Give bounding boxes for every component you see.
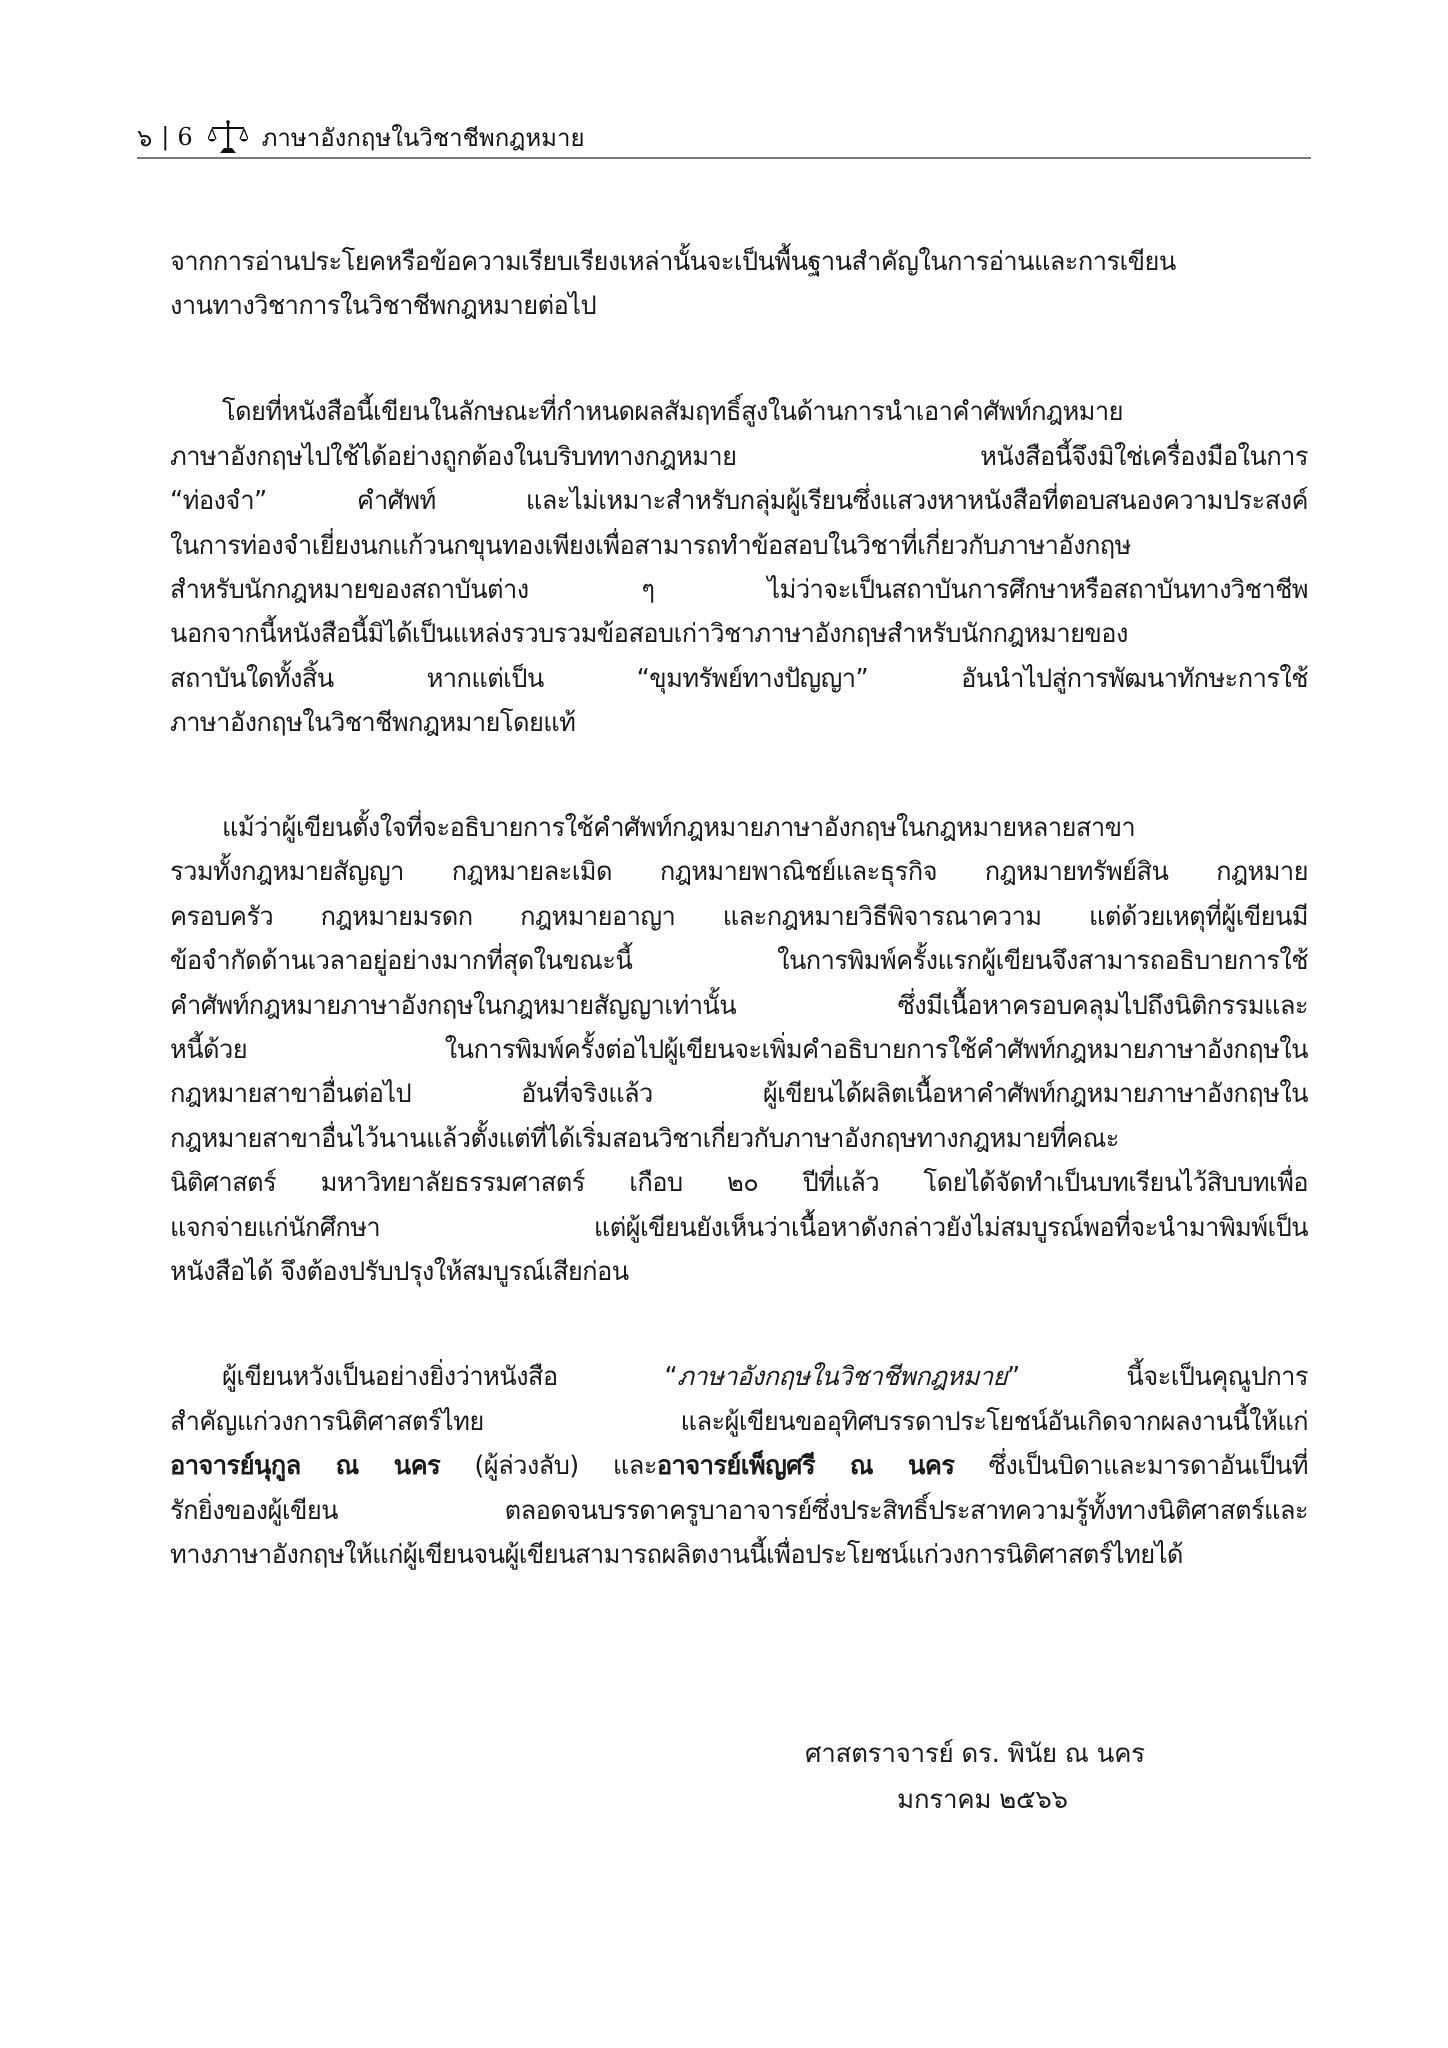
page-number-thai: ๖: [137, 123, 154, 152]
book-title: ภาษาอังกฤษในวิชาชีพกฎหมาย: [261, 123, 585, 152]
text-line: หนังสือได้ จึงต้องปรับปรุงให้สมบูรณ์เสียก่อน: [170, 1257, 629, 1287]
text-line: นิติศาสตร์ มหาวิทยาลัยธรรมศาสตร์ เกือบ ๒๐ ปีที่แล้ว โดยได้จัดทำเป็นบทเรียนไว้สิบบทเพื่อ: [170, 1168, 1308, 1198]
text-line: รวมทั้งกฎหมายสัญญา กฎหมายละเมิด กฎหมายพาณิชย์และธุรกิจ กฎหมายทรัพย์สิน กฎหมาย: [170, 857, 1308, 887]
text-line: โดยที่หนังสือนี้เขียนในลักษณะที่กำหนดผลสัมฤทธิ์สูงในด้านการนำเอาคำศัพท์กฎหมาย: [222, 397, 1123, 427]
text-span: ซึ่งเป็นบิดาและมารดาอันเป็นที่: [954, 1451, 1308, 1481]
text-line: แจกจ่ายแก่นักศึกษา แต่ผู้เขียนยังเห็นว่าเนื้อหาดังกล่าวยังไม่สมบูรณ์พอที่จะนำมาพิมพ์เป็น: [170, 1213, 1308, 1243]
dedicatee-mother: อาจารย์เพ็ญศรี ณ นคร: [656, 1451, 955, 1481]
text-line: ทางภาษาอังกฤษให้แก่ผู้เขียนจนผู้เขียนสามารถผลิตงานนี้เพื่อประโยชน์แก่วงการนิติศาสตร์ไทยได้: [170, 1540, 1183, 1570]
book-title-italic: ภาษาอังกฤษในวิชาชีพกฎหมาย: [677, 1362, 1007, 1392]
signature-date: มกราคม ๒๕๖๖: [897, 1785, 1068, 1815]
text-line: สำหรับนักกฎหมายของสถาบันต่าง ๆ ไม่ว่าจะเป็นสถาบันการศึกษาหรือสถาบันทางวิชาชีพ: [170, 575, 1308, 605]
text-line: ในการท่องจำเยี่ยงนกแก้วนกขุนทองเพียงเพื่อสามารถทำข้อสอบในวิชาที่เกี่ยวกับภาษาอังกฤษ: [170, 531, 1131, 561]
header-row: [137, 118, 1311, 156]
text-span: ” นี้จะเป็นคุณูปการ: [1006, 1362, 1308, 1392]
header-rule: [137, 157, 1311, 159]
text-line: [170, 1444, 1308, 1488]
page-number-separator: |: [161, 123, 170, 151]
text-line: สถาบันใดทั้งสิ้น หากแต่เป็น “ขุมทรัพย์ทางปัญญา” อันนำไปสู่การพัฒนาทักษะการใช้: [170, 664, 1308, 694]
text-line: ภาษาอังกฤษไปใช้ได้อย่างถูกต้องในบริบททางกฎหมาย หนังสือนี้จึงมิใช่เครื่องมือในการ: [170, 442, 1308, 472]
text-line: นอกจากนี้หนังสือนี้มิได้เป็นแหล่งรวบรวมข้อสอบเก่าวิชาภาษาอังกฤษสำหรับนักกฎหมายของ: [170, 619, 1128, 649]
text-span: ผู้เขียนหวังเป็นอย่างยิ่งว่าหนังสือ “: [222, 1362, 678, 1392]
text-line: คำศัพท์กฎหมายภาษาอังกฤษในกฎหมายสัญญาเท่านั้น ซึ่งมีเนื้อหาครอบคลุมไปถึงนิติกรรมและ: [170, 991, 1308, 1021]
text-line: หนี้ด้วย ในการพิมพ์ครั้งต่อไปผู้เขียนจะเพิ่มคำอธิบายการใช้คำศัพท์กฎหมายภาษาอังกฤษใน: [170, 1035, 1308, 1065]
text-line: รักยิ่งของผู้เขียน ตลอดจนบรรดาครูบาอาจารย์ซึ่งประสิทธิ์ประสาทความรู้ทั้งทางนิติศาสตร์และ: [170, 1496, 1308, 1526]
text-line: กฎหมายสาขาอื่นไว้นานแล้วตั้งแต่ที่ได้เริ่มสอนวิชาเกี่ยวกับภาษาอังกฤษทางกฎหมายที่คณะ: [170, 1124, 1119, 1154]
text-span: (ผู้ล่วงลับ) และ: [440, 1451, 657, 1481]
page-number-arabic: 6: [177, 123, 194, 151]
scales-of-justice-icon: [208, 120, 248, 154]
text-line: จากการอ่านประโยคหรือข้อความเรียบเรียงเหล่านั้นจะเป็นพื้นฐานสำคัญในการอ่านและการเขียน: [170, 247, 1176, 277]
text-line: ครอบครัว กฎหมายมรดก กฎหมายอาญา และกฎหมายวิธีพิจารณาความ แต่ด้วยเหตุที่ผู้เขียนมี: [170, 902, 1308, 932]
dedicatee-father: อาจารย์นุกูล ณ นคร: [170, 1451, 441, 1481]
text-line: [222, 1355, 1308, 1399]
text-line: งานทางวิชาการในวิชาชีพกฎหมายต่อไป: [170, 291, 597, 321]
running-header: [137, 118, 1311, 160]
text-line: ข้อจำกัดด้านเวลาอยู่อย่างมากที่สุดในขณะนี้ ในการพิมพ์ครั้งแรกผู้เขียนจึงสามารถอธิบายการใช้: [170, 946, 1308, 976]
text-line: กฎหมายสาขาอื่นต่อไป อันที่จริงแล้ว ผู้เขียนได้ผลิตเนื้อหาคำศัพท์กฎหมายภาษาอังกฤษใน: [170, 1079, 1308, 1109]
text-line: ภาษาอังกฤษในวิชาชีพกฎหมายโดยแท้: [170, 708, 576, 738]
text-line: สำคัญแก่วงการนิติศาสตร์ไทย และผู้เขียนขออุทิศบรรดาประโยชน์อันเกิดจากผลงานนี้ให้แก่: [170, 1407, 1308, 1437]
text-line: แม้ว่าผู้เขียนตั้งใจที่จะอธิบายการใช้คำศัพท์กฎหมายภาษาอังกฤษในกฎหมายหลายสาขา: [222, 813, 1136, 843]
author-signature: ศาสตราจารย์ ดร. พินัย ณ นคร: [805, 1739, 1145, 1769]
text-line: “ท่องจำ” คำศัพท์ และไม่เหมาะสำหรับกลุ่มผู้เรียนซึ่งแสวงหาหนังสือที่ตอบสนองความประสงค์: [170, 486, 1308, 516]
